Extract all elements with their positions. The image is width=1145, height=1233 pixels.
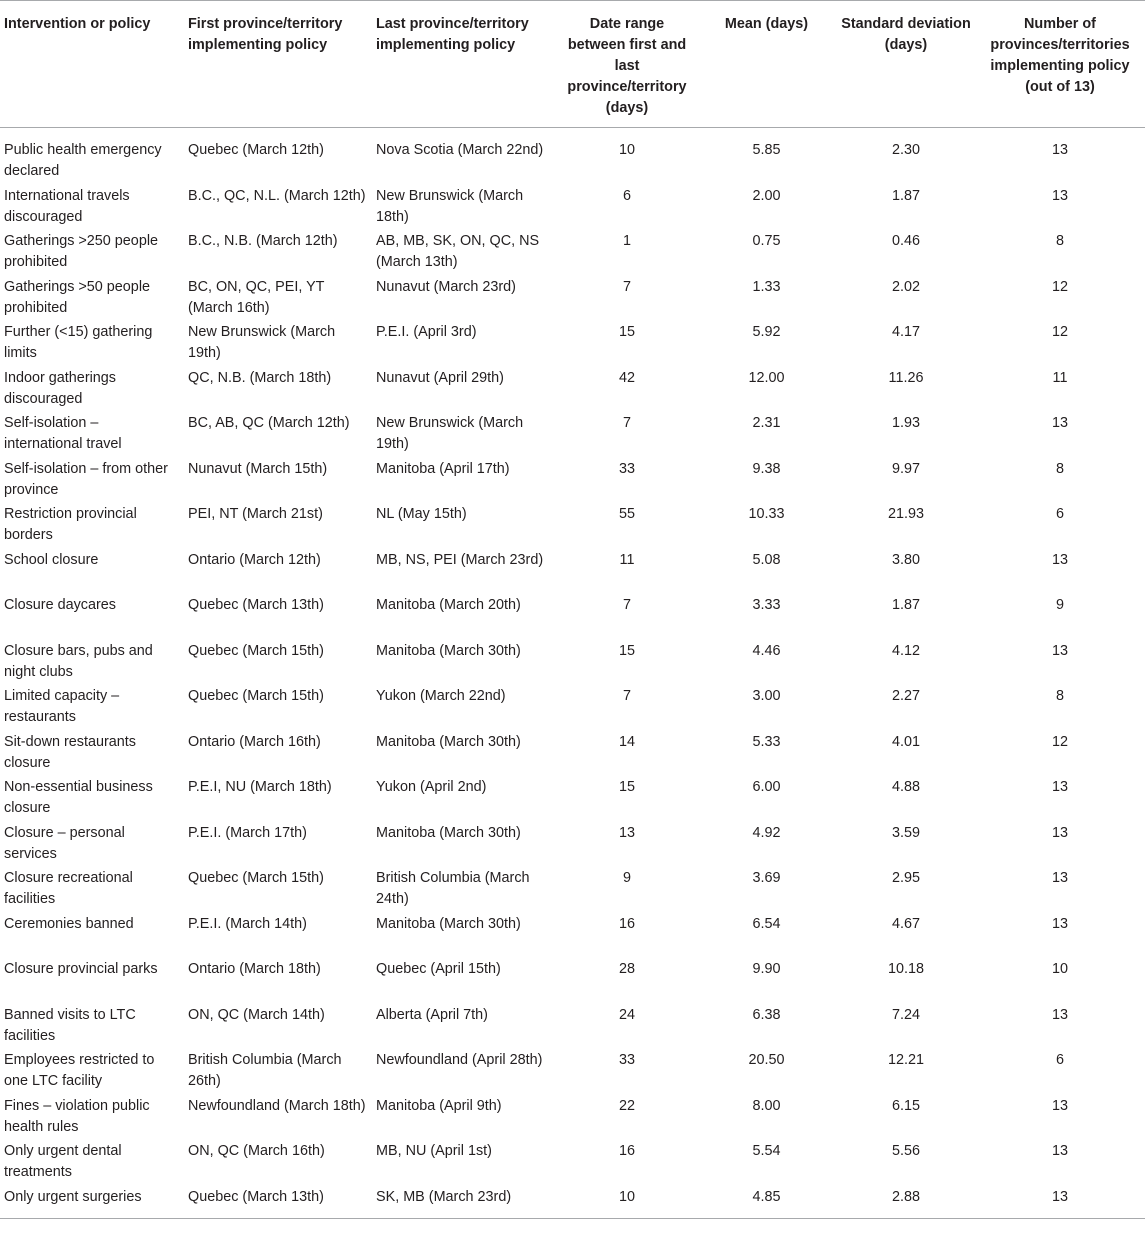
cell-date-range: 55 (618, 506, 635, 522)
cell-std-dev: 3.80 (891, 551, 920, 568)
cell-count: 13 (1051, 642, 1068, 659)
cell-date-range: 28 (618, 961, 635, 977)
cell-count: 13 (1051, 1006, 1068, 1023)
cell-first-province: Quebec (March 15th) (188, 870, 324, 886)
cell-std-dev: 2.27 (891, 688, 920, 704)
header-mean: Mean (days) (724, 16, 809, 32)
cell-count: 13 (1051, 870, 1068, 886)
cell-std-dev: 0.46 (891, 233, 920, 249)
cell-count: 11 (1052, 369, 1068, 386)
cell-last-province: New Brunswick (March 18th) (376, 187, 524, 225)
cell-date-range: 10 (618, 1188, 635, 1205)
table-row (0, 411, 1145, 457)
cell-intervention: Restriction provincial borders (4, 506, 137, 543)
cell-date-range: 13 (618, 824, 635, 841)
table-row (0, 502, 1145, 548)
cell-std-dev: 9.97 (891, 460, 920, 477)
cell-count: 12 (1051, 324, 1068, 340)
table-row (0, 229, 1145, 275)
cell-first-province: Ontario (March 18th) (188, 961, 321, 977)
cell-last-province: Manitoba (March 30th) (376, 824, 521, 841)
cell-intervention: Indoor gatherings discouraged (4, 369, 117, 407)
cell-mean: 5.85 (752, 142, 781, 158)
cell-last-province: Manitoba (April 9th) (376, 1097, 502, 1114)
cell-count: 13 (1051, 915, 1068, 932)
cell-date-range: 15 (618, 779, 635, 795)
cell-first-province: P.E.I, NU (March 18th) (188, 779, 332, 795)
cell-count: 13 (1051, 1097, 1068, 1114)
cell-intervention: International travels discouraged (4, 187, 130, 225)
cell-first-province: PEI, NT (March 21st) (188, 506, 323, 522)
cell-first-province: British Columbia (March 26th) (188, 1052, 342, 1089)
cell-mean: 20.50 (748, 1052, 785, 1068)
table-row (0, 730, 1145, 776)
cell-intervention: Fines – violation public health rules (4, 1097, 150, 1135)
cell-count: 6 (1055, 506, 1064, 522)
cell-first-province: New Brunswick (March 19th) (188, 324, 336, 361)
cell-count: 6 (1055, 1052, 1064, 1068)
table-row (0, 957, 1145, 1003)
cell-first-province: P.E.I. (March 14th) (188, 915, 307, 932)
cell-date-range: 24 (618, 1006, 635, 1023)
cell-intervention: Closure – personal services (4, 824, 125, 862)
cell-mean: 3.69 (752, 870, 781, 886)
cell-first-province: B.C., N.B. (March 12th) (188, 233, 338, 249)
table-header (0, 1, 1145, 128)
cell-last-province: P.E.I. (April 3rd) (376, 324, 477, 340)
header-count: Number of provinces/territories implementing policy (out of 13) (990, 16, 1130, 95)
cell-last-province: Nunavut (March 23rd) (376, 278, 516, 295)
cell-mean: 8.00 (752, 1097, 781, 1114)
table-row (0, 320, 1145, 366)
cell-intervention: Sit-down restaurants closure (4, 733, 136, 771)
cell-last-province: New Brunswick (March 19th) (376, 415, 524, 452)
cell-mean: 4.85 (752, 1188, 781, 1205)
cell-std-dev: 3.59 (891, 824, 920, 841)
cell-last-province: AB, MB, SK, ON, QC, NS (March 13th) (376, 233, 540, 270)
cell-last-province: Manitoba (April 17th) (376, 460, 510, 477)
cell-mean: 5.33 (752, 733, 781, 750)
header-last-province: Last province/territory implementing policy (376, 16, 529, 53)
cell-std-dev: 5.56 (891, 1143, 920, 1159)
cell-count: 12 (1051, 278, 1068, 295)
header-row (0, 1, 1145, 128)
cell-std-dev: 21.93 (887, 506, 924, 522)
cell-intervention: Closure bars, pubs and night clubs (4, 642, 153, 680)
cell-count: 13 (1051, 1188, 1068, 1205)
cell-intervention: Limited capacity – restaurants (4, 688, 120, 725)
cell-last-province: Nova Scotia (March 22nd) (376, 142, 544, 158)
cell-intervention: Public health emergency declared (4, 142, 162, 179)
cell-std-dev: 2.02 (891, 278, 920, 295)
cell-first-province: BC, ON, QC, PEI, YT (March 16th) (188, 278, 325, 316)
cell-intervention: Only urgent surgeries (4, 1188, 142, 1205)
cell-date-range: 7 (622, 415, 631, 431)
cell-first-province: Ontario (March 12th) (188, 551, 321, 568)
table-row (0, 548, 1145, 594)
cell-mean: 2.00 (752, 187, 781, 204)
cell-first-province: Newfoundland (March 18th) (188, 1097, 366, 1114)
cell-first-province: Quebec (March 15th) (188, 642, 324, 659)
cell-last-province: Manitoba (March 20th) (376, 597, 521, 613)
cell-mean: 9.90 (752, 961, 781, 977)
cell-date-range: 6 (622, 187, 631, 204)
table-row (0, 366, 1145, 412)
cell-std-dev: 1.87 (891, 597, 920, 613)
table-row (0, 912, 1145, 958)
table-row (0, 1139, 1145, 1185)
cell-first-province: Quebec (March 15th) (188, 688, 324, 704)
cell-intervention: Self-isolation – from other province (4, 460, 168, 498)
cell-date-range: 11 (619, 551, 635, 568)
cell-intervention: Banned visits to LTC facilities (4, 1006, 136, 1044)
table-row (0, 593, 1145, 639)
cell-std-dev: 2.95 (891, 870, 920, 886)
cell-std-dev: 12.21 (887, 1052, 924, 1068)
cell-std-dev: 2.30 (891, 142, 920, 158)
cell-count: 10 (1051, 961, 1068, 977)
cell-mean: 6.00 (752, 779, 781, 795)
cell-mean: 2.31 (752, 415, 781, 431)
cell-mean: 4.92 (752, 824, 781, 841)
cell-std-dev: 10.18 (887, 961, 924, 977)
cell-date-range: 22 (618, 1097, 635, 1114)
cell-count: 8 (1055, 460, 1064, 477)
cell-first-province: Quebec (March 13th) (188, 1188, 324, 1205)
cell-date-range: 33 (618, 1052, 635, 1068)
table-row (0, 1185, 1145, 1219)
cell-first-province: ON, QC (March 16th) (188, 1143, 325, 1159)
cell-first-province: Ontario (March 16th) (188, 733, 321, 750)
cell-mean: 6.38 (752, 1006, 781, 1023)
cell-count: 13 (1051, 142, 1068, 158)
cell-mean: 0.75 (752, 233, 781, 249)
cell-mean: 5.08 (752, 551, 781, 568)
cell-count: 9 (1055, 597, 1064, 613)
cell-last-province: Nunavut (April 29th) (376, 369, 504, 386)
cell-date-range: 7 (622, 278, 631, 295)
header-first-province: First province/territory implementing policy (188, 16, 343, 53)
cell-date-range: 16 (618, 915, 635, 932)
cell-mean: 5.92 (752, 324, 781, 340)
table-row (0, 275, 1145, 321)
cell-count: 13 (1051, 779, 1068, 795)
cell-date-range: 16 (618, 1143, 635, 1159)
table-body (0, 128, 1145, 1219)
cell-count: 13 (1051, 551, 1068, 568)
header-std-dev: Standard deviation (days) (841, 16, 971, 53)
cell-count: 12 (1051, 733, 1068, 750)
cell-intervention: Closure provincial parks (4, 961, 158, 977)
cell-std-dev: 11.26 (888, 369, 924, 386)
cell-first-province: P.E.I. (March 17th) (188, 824, 307, 841)
table-row (0, 684, 1145, 730)
cell-intervention: Employees restricted to one LTC facility (4, 1052, 155, 1089)
table-row (0, 1003, 1145, 1049)
cell-std-dev: 4.67 (891, 915, 920, 932)
cell-last-province: MB, NU (April 1st) (376, 1143, 492, 1159)
cell-last-province: Manitoba (March 30th) (376, 642, 521, 659)
cell-intervention: Only urgent dental treatments (4, 1143, 122, 1180)
cell-intervention: Non-essential business closure (4, 779, 153, 816)
cell-intervention: Gatherings >250 people prohibited (4, 233, 159, 270)
cell-std-dev: 1.93 (891, 415, 920, 431)
table-row (0, 639, 1145, 685)
table-row (0, 775, 1145, 821)
cell-mean: 6.54 (752, 915, 781, 932)
cell-date-range: 42 (618, 369, 635, 386)
table-row (0, 1094, 1145, 1140)
header-date-range: Date range between first and last province/territory (days) (567, 16, 687, 116)
cell-count: 13 (1051, 187, 1068, 204)
cell-last-province: Newfoundland (April 28th) (376, 1052, 543, 1068)
cell-date-range: 7 (622, 597, 631, 613)
cell-last-province: MB, NS, PEI (March 23rd) (376, 551, 544, 568)
cell-count: 13 (1051, 824, 1068, 841)
cell-mean: 3.33 (752, 597, 781, 613)
cell-std-dev: 7.24 (891, 1006, 920, 1023)
table-row (0, 184, 1145, 230)
cell-std-dev: 4.88 (891, 779, 920, 795)
table-row (0, 128, 1145, 184)
cell-date-range: 14 (618, 733, 635, 750)
cell-last-province: Alberta (April 7th) (376, 1006, 488, 1023)
cell-intervention: Gatherings >50 people prohibited (4, 278, 151, 316)
table-row (0, 866, 1145, 912)
cell-count: 8 (1055, 233, 1064, 249)
cell-std-dev: 4.17 (891, 324, 920, 340)
cell-std-dev: 2.88 (891, 1188, 920, 1205)
table-row (0, 1048, 1145, 1094)
cell-intervention: School closure (4, 551, 99, 568)
cell-last-province: British Columbia (March 24th) (376, 870, 530, 907)
cell-first-province: ON, QC (March 14th) (188, 1006, 325, 1023)
cell-mean: 12.00 (748, 369, 785, 386)
cell-intervention: Closure daycares (4, 597, 116, 613)
cell-std-dev: 6.15 (891, 1097, 920, 1114)
cell-intervention: Closure recreational facilities (4, 870, 133, 907)
cell-count: 8 (1055, 688, 1064, 704)
cell-intervention: Further (<15) gathering limits (4, 324, 153, 361)
cell-date-range: 10 (618, 142, 635, 158)
cell-first-province: B.C., QC, N.L. (March 12th) (188, 187, 366, 204)
cell-date-range: 15 (618, 642, 635, 659)
cell-last-province: Yukon (April 2nd) (376, 779, 487, 795)
cell-mean: 10.33 (748, 506, 785, 522)
cell-first-province: BC, AB, QC (March 12th) (188, 415, 350, 431)
cell-date-range: 1 (622, 233, 631, 249)
header-intervention: Intervention or policy (4, 16, 151, 32)
table-row (0, 821, 1145, 867)
cell-last-province: NL (May 15th) (376, 506, 467, 522)
cell-last-province: Manitoba (March 30th) (376, 733, 521, 750)
cell-std-dev: 1.87 (891, 187, 920, 204)
cell-std-dev: 4.01 (891, 733, 920, 750)
cell-last-province: Manitoba (March 30th) (376, 915, 521, 932)
cell-first-province: QC, N.B. (March 18th) (188, 369, 332, 386)
cell-date-range: 7 (622, 688, 631, 704)
cell-date-range: 33 (618, 460, 635, 477)
cell-first-province: Quebec (March 13th) (188, 597, 324, 613)
cell-mean: 4.46 (752, 642, 781, 659)
cell-mean: 1.33 (752, 278, 781, 295)
cell-first-province: Quebec (March 12th) (188, 142, 324, 158)
cell-last-province: Yukon (March 22nd) (376, 688, 506, 704)
cell-mean: 9.38 (752, 460, 781, 477)
cell-mean: 5.54 (752, 1143, 781, 1159)
cell-intervention: Self-isolation – international travel (4, 415, 122, 452)
cell-first-province: Nunavut (March 15th) (188, 460, 328, 477)
cell-intervention: Ceremonies banned (4, 915, 134, 932)
table-row (0, 457, 1145, 503)
cell-date-range: 15 (618, 324, 635, 340)
cell-std-dev: 4.12 (891, 642, 920, 659)
cell-last-province: SK, MB (March 23rd) (376, 1188, 512, 1205)
cell-last-province: Quebec (April 15th) (376, 961, 501, 977)
cell-count: 13 (1051, 1143, 1068, 1159)
cell-mean: 3.00 (752, 688, 781, 704)
cell-count: 13 (1051, 415, 1068, 431)
cell-date-range: 9 (622, 870, 631, 886)
